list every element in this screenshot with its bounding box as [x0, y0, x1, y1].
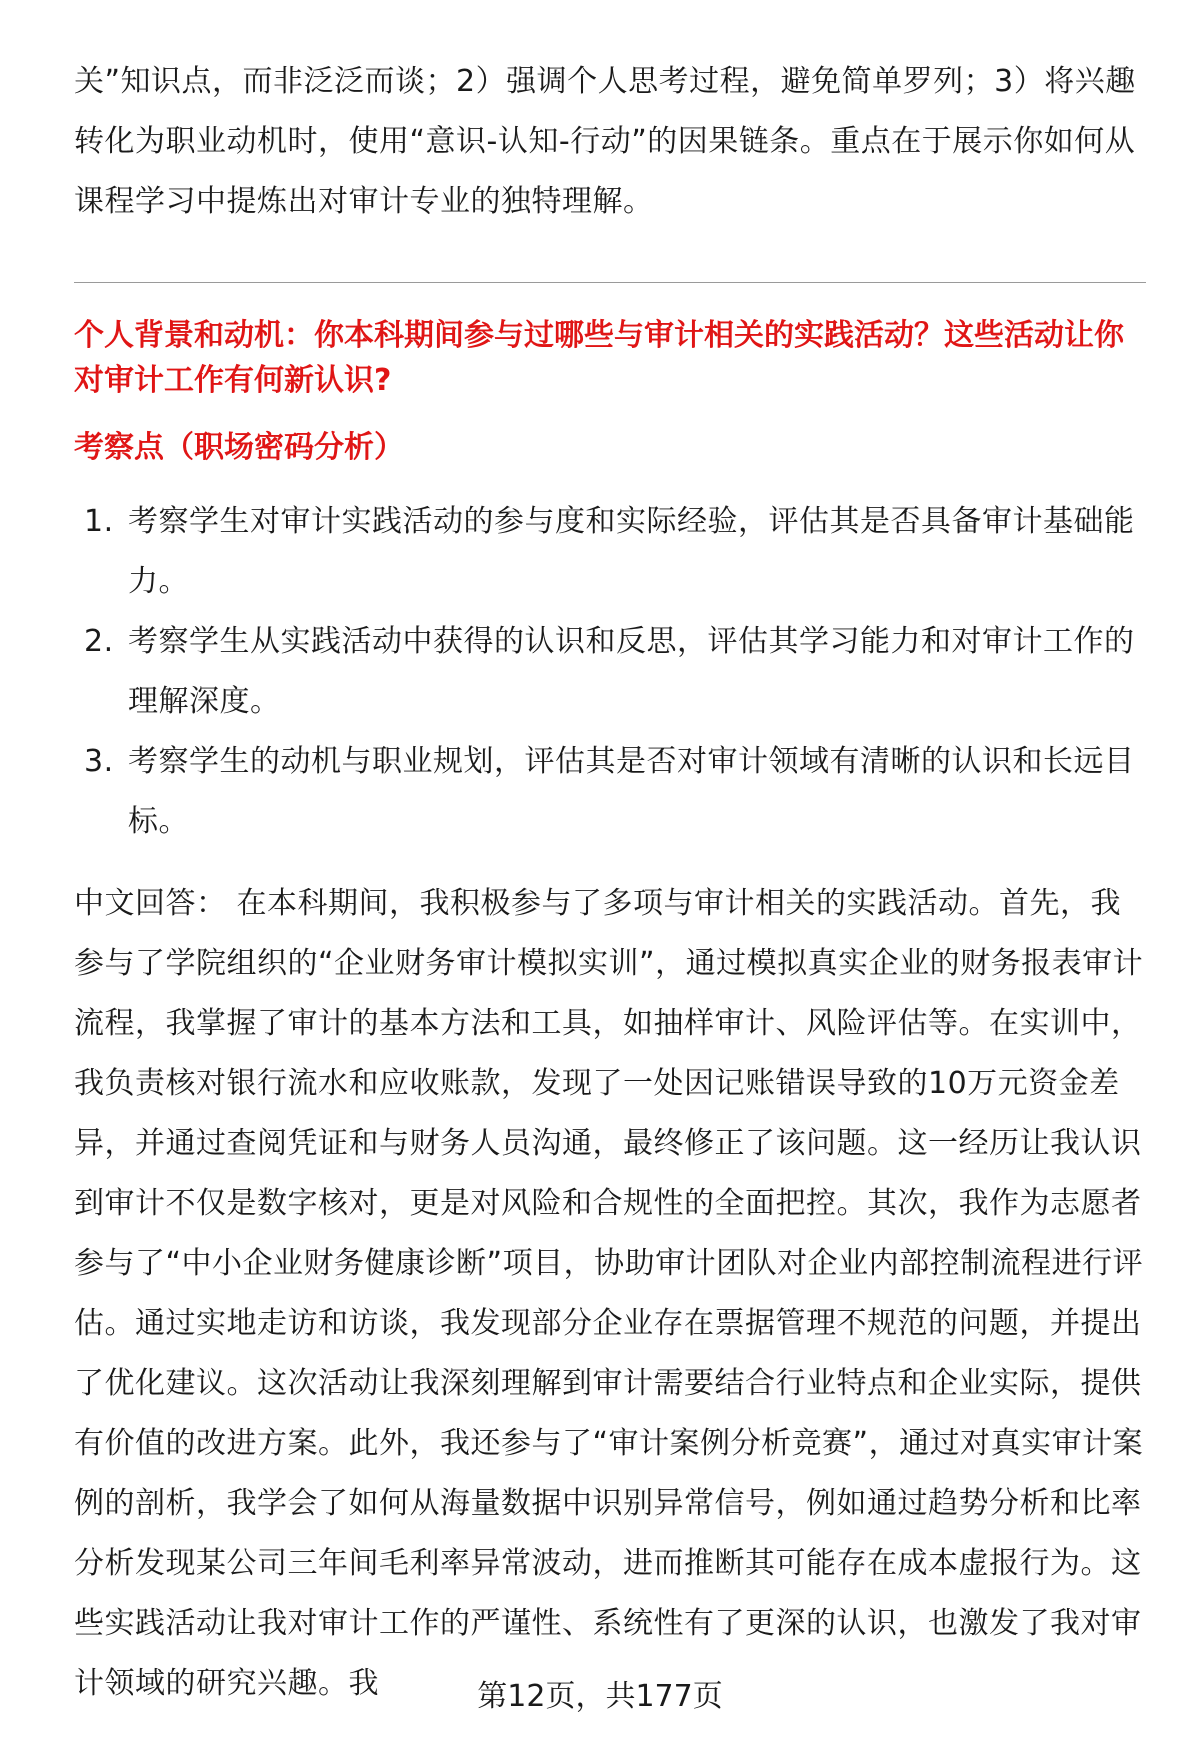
- page-number-footer: 第12页，共177页: [477, 1679, 723, 1714]
- document-page: [74, 52, 1146, 1714]
- list-number: 3.: [84, 744, 114, 779]
- list-item: [74, 492, 1146, 612]
- answer-paragraph: 中文回答： 在本科期间，我积极参与了多项与审计相关的实践活动。首先，我参与了学院组织的“企业财务审计模拟实训”，通过模拟真实企业的财务报表审计流程，我掌握了审计的基本方法和工具，如抽样审计、风险评估等。在实训中，我负责核对银行流水和应收账款，发现了一处因记账错误导致的10万元资金差异，并通过查阅凭证和与财务人员沟通，最终修正了该问题。这一经历让我认识到审计不仅是数字核对，更是对风险和合规性的全面把控。其次，我作为志愿者参与了“中小企业财务健康诊断”项目，协助审计团队对企业内部控制流程进行评估。通过实地走访和访谈，我发现部分企业存在票据管理不规范的问题，并提出了优化建议。这次活动让我深刻理解到审计需要结合行业特点和企业实际，提供有价值的改进方案。此外，我还参与了“审计案例分析竞赛”，通过对真实审计案例的剖析，我学会了如何从海量数据中识别异常信号，例如通过趋势分析和比率分析发现某公司三年间毛利率异常波动，进而推断其可能存在成本虚报行为。这些实践活动让我对审计工作的严谨性、系统性有了更深的认识，也激发了我对审计领域的研究兴趣。我: [74, 886, 1144, 1701]
- list-number: 1.: [84, 504, 114, 539]
- intro-paragraph: 关”知识点，而非泛泛而谈；2）强调个人思考过程，避免简单罗列；3）将兴趣转化为职业动机时，使用“意识-认知-行动”的因果链条。重点在于展示你如何从课程学习中提炼出对审计专业的独特理解。: [74, 64, 1136, 219]
- assessment-points-list: [74, 492, 1146, 852]
- list-item: [74, 732, 1146, 852]
- list-number: 2.: [84, 624, 114, 659]
- list-item-text: 考察学生对审计实践活动的参与度和实际经验，评估其是否具备审计基础能力。: [128, 504, 1135, 599]
- list-item-text: 考察学生的动机与职业规划，评估其是否对审计领域有清晰的认识和长远目标。: [128, 744, 1135, 839]
- list-item: [74, 612, 1146, 732]
- list-item-text: 考察学生从实践活动中获得的认识和反思，评估其学习能力和对审计工作的理解深度。: [128, 624, 1135, 719]
- question-heading: 个人背景和动机：你本科期间参与过哪些与审计相关的实践活动？这些活动让你对审计工作有何新认识?: [74, 318, 1124, 398]
- section-divider: [74, 282, 1146, 283]
- assessment-subheading: 考察点（职场密码分析）: [74, 430, 404, 465]
